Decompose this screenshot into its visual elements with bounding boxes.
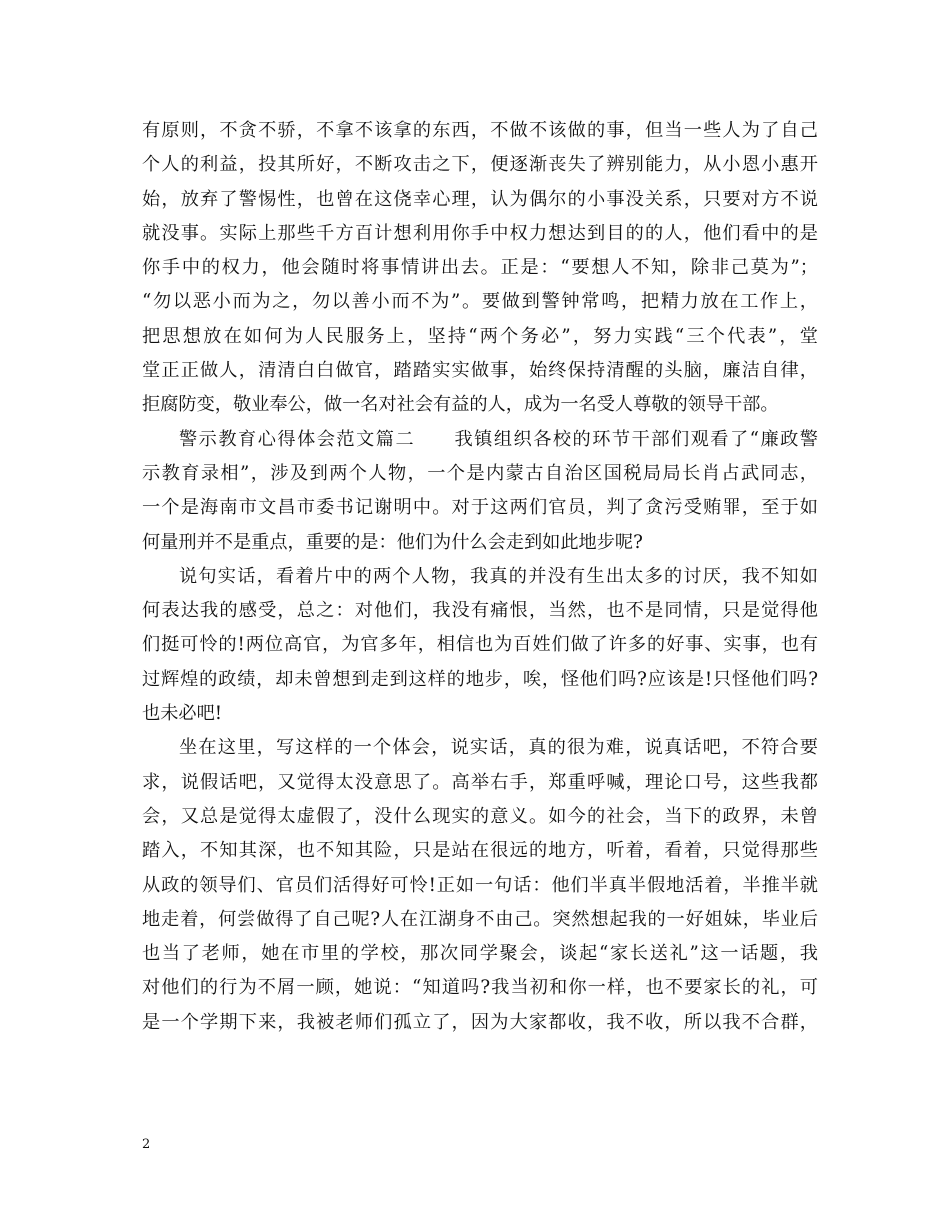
text-line: 求，说假话吧，又觉得太没意思了。高举右手，郑重呼喊，理论口号，这些我都 [142,771,818,793]
text-line: 何表达我的感受，总之：对他们，我没有痛恨，当然，也不是同情，只是觉得他 [142,600,818,622]
text-line: 你手中的权力，他会随时将事情讲出去。正是：“要想人不知，除非己莫为”； [142,257,818,279]
text-line: 堂正正做人，清清白白做官，踏踏实实做事，始终保持清醒的头脑，廉洁自律， [142,360,818,382]
text-line: 们挺可怜的!两位高官，为官多年，相信也为百姓们做了许多的好事、实事，也有 [142,634,818,656]
text-line: 过辉煌的政绩，却未曾想到走到这样的地步，唉，怪他们吗?应该是!只怪他们吗? [142,668,818,690]
text-line: 拒腐防变，敬业奉公，做一名对社会有益的人，成为一名受人尊敬的领导干部。 [142,394,779,416]
text-line: 是一个学期下来，我被老师们孤立了，因为大家都收，我不收，所以我不合群， [142,1011,818,1033]
text-line: 也当了老师，她在市里的学校，那次同学聚会，谈起“家长送礼”这一话题，我 [142,943,818,965]
text-line: 何量刑并不是重点，重要的是：他们为什么会走到如此地步呢? [142,531,643,553]
text-line: 对他们的行为不屑一顾，她说：“知道吗?我当初和你一样，也不要家长的礼，可 [142,977,818,999]
text-line: 警示教育心得体会范文篇二 我镇组织各校的环节干部们观看了“廉政警 [179,428,818,450]
page-number: 2 [142,1137,151,1152]
text-line: 就没事。实际上那些千方百计想利用你手中权力想达到目的的人，他们看中的是 [142,222,818,244]
text-line: 一个是海南市文昌市委书记谢明中。对于这两们官员，判了贪污受贿罪，至于如 [142,497,818,519]
text-line: 有原则，不贪不骄，不拿不该拿的东西，不做不该做的事，但当一些人为了自己 [142,120,818,141]
body-text [142,114,818,1040]
text-line: 说句实话，看着片中的两个人物，我真的并没有生出太多的讨厌，我不知如 [179,565,818,587]
text-line: 地走着，何尝做得了自己呢?人在江湖身不由己。突然想起我的一好姐妹，毕业后 [142,908,818,930]
text-line: 踏入，不知其深，也不知其险，只是站在很远的地方，听着，看着，只觉得那些 [142,840,818,862]
text-line: 会，又总是觉得太虚假了，没什么现实的意义。如今的社会，当下的政界，未曾 [142,805,818,827]
text-line: 个人的利益，投其所好，不断攻击之下，便逐渐丧失了辨别能力，从小恩小惠开 [142,154,818,176]
text-line: 示教育录相”，涉及到两个人物，一个是内蒙古自治区国税局局长肖占武同志， [142,462,818,484]
text-line: 也未必吧! [142,703,223,725]
text-line: 坐在这里，写这样的一个体会，说实话，真的很为难，说真话吧，不符合要 [179,737,818,759]
text-line: “勿以恶小而为之，勿以善小而不为”。要做到警钟常鸣，把精力放在工作上， [142,291,818,313]
text-line: 始，放弃了警惕性，也曾在这侥幸心理，认为偶尔的小事没关系，只要对方不说 [142,188,818,210]
text-line: 把思想放在如何为人民服务上，坚持“两个务必”，努力实践“三个代表”，堂 [142,325,818,347]
text-line: 从政的领导们、官员们活得好可怜!正如一句话：他们半真半假地活着，半推半就 [142,874,818,896]
